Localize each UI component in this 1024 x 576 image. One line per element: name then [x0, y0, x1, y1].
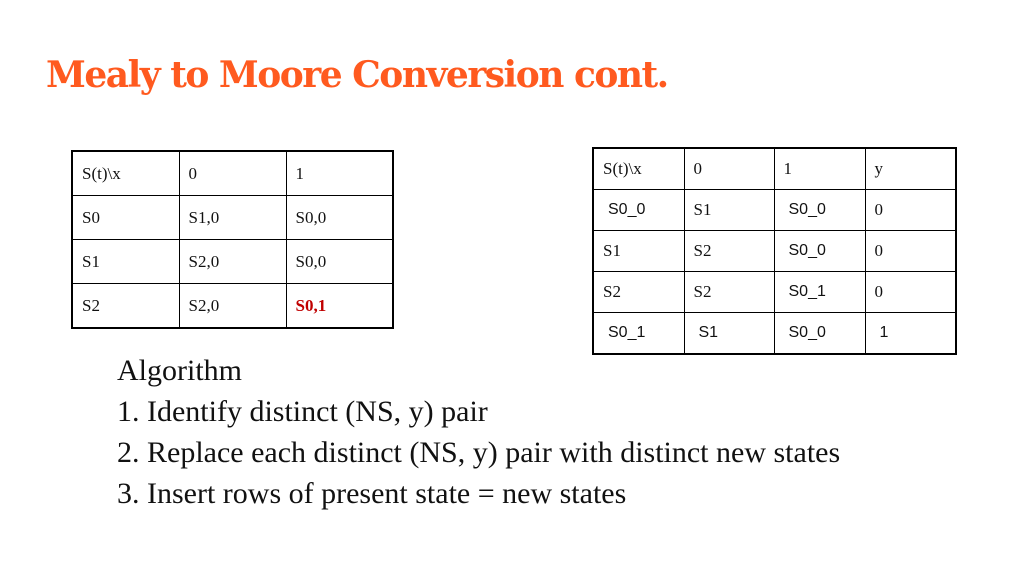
transition-cell: S1,0 — [179, 196, 286, 240]
state-cell: S0_1 — [593, 313, 684, 355]
next-state-cell: S0_0 — [774, 313, 865, 355]
state-cell: S2 — [72, 284, 179, 329]
table-row — [72, 196, 393, 240]
mealy-state-table — [71, 150, 394, 329]
highlighted-transition-cell: S0,1 — [286, 284, 393, 329]
algorithm-heading: Algorithm — [117, 354, 242, 387]
output-cell: 0 — [865, 231, 956, 272]
slide-title: Mealy to Moore Conversion cont. — [46, 54, 668, 96]
state-cell: S1 — [593, 231, 684, 272]
state-cell: S0 — [72, 196, 179, 240]
transition-cell: S0,0 — [286, 240, 393, 284]
transition-cell: S2,0 — [179, 284, 286, 329]
table-row — [593, 272, 956, 313]
table-row — [593, 190, 956, 231]
next-state-cell: S0_0 — [774, 231, 865, 272]
output-cell: 0 — [865, 272, 956, 313]
algorithm-step: 2. Replace each distinct (NS, y) pair with distinct new states — [117, 436, 841, 469]
header-cell: 0 — [179, 151, 286, 196]
table-row — [593, 313, 956, 355]
table-row — [72, 240, 393, 284]
transition-cell: S0,0 — [286, 196, 393, 240]
table-header-row — [72, 151, 393, 196]
next-state-cell: S0_0 — [774, 190, 865, 231]
state-cell: S0_0 — [593, 190, 684, 231]
output-cell: 0 — [865, 190, 956, 231]
header-cell: 0 — [684, 148, 774, 190]
header-cell: S(t)\x — [593, 148, 684, 190]
next-state-cell: S1 — [684, 313, 774, 355]
next-state-cell: S0_1 — [774, 272, 865, 313]
output-cell: 1 — [865, 313, 956, 355]
state-cell: S1 — [72, 240, 179, 284]
header-cell: 1 — [286, 151, 393, 196]
state-cell: S2 — [593, 272, 684, 313]
header-cell: 1 — [774, 148, 865, 190]
next-state-cell: S2 — [684, 272, 774, 313]
transition-cell: S2,0 — [179, 240, 286, 284]
next-state-cell: S2 — [684, 231, 774, 272]
algorithm-section — [117, 350, 840, 514]
header-cell: y — [865, 148, 956, 190]
table-row — [72, 284, 393, 329]
moore-state-table — [592, 147, 957, 355]
algorithm-step: 3. Insert rows of present state = new states — [117, 477, 627, 510]
header-cell: S(t)\x — [72, 151, 179, 196]
algorithm-step: 1. Identify distinct (NS, y) pair — [117, 395, 488, 428]
table-row — [593, 231, 956, 272]
next-state-cell: S1 — [684, 190, 774, 231]
table-header-row — [593, 148, 956, 190]
